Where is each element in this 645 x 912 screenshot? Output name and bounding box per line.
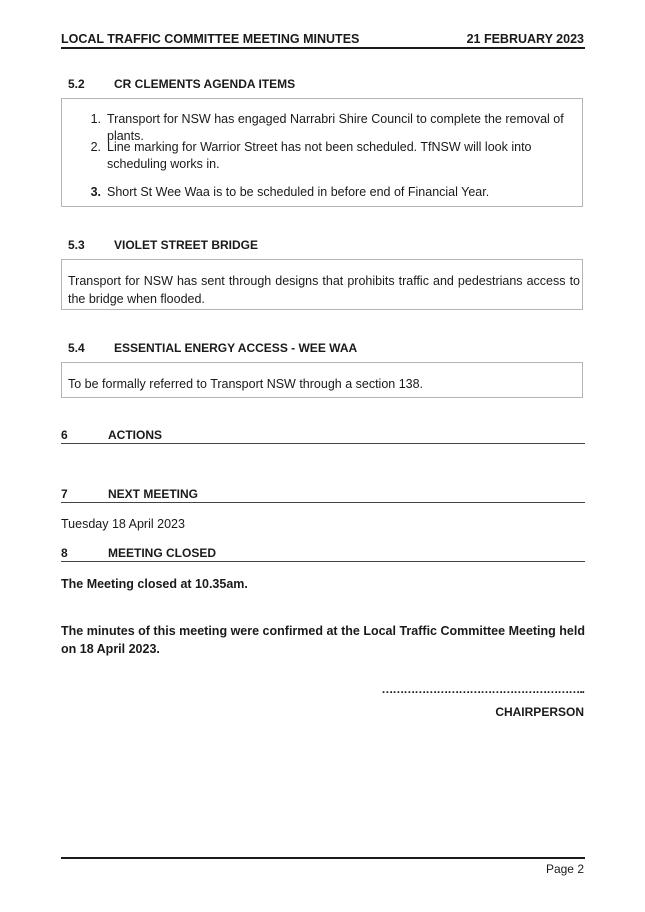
section-title: CR CLEMENTS AGENDA ITEMS	[114, 77, 296, 91]
section-number: 7	[61, 487, 68, 501]
section-title: MEETING CLOSED	[108, 546, 217, 560]
essential-energy-box	[61, 362, 583, 398]
section-title: ACTIONS	[108, 428, 162, 442]
page-number: Page 2	[545, 862, 584, 876]
signature-line: ………………………………………………..	[381, 682, 584, 696]
header-divider	[61, 47, 585, 49]
list-item-text: Short St Wee Waa is to be scheduled in before end of Financial Year.	[107, 185, 490, 199]
section-number: 6	[61, 428, 68, 442]
section-divider	[61, 561, 585, 562]
section-5-2-heading	[0, 77, 645, 93]
section-title: NEXT MEETING	[108, 487, 199, 501]
section-divider	[61, 502, 585, 503]
section-title: ESSENTIAL ENERGY ACCESS - WEE WAA	[114, 341, 358, 355]
footer-divider	[61, 857, 585, 859]
section-5-4-heading	[0, 341, 645, 357]
section-5-3-heading	[0, 238, 645, 254]
section-number: 5.2	[68, 77, 85, 91]
meeting-closed-text: The Meeting closed at 10.35am.	[61, 577, 248, 591]
agenda-items-box	[61, 98, 583, 207]
chairperson-label: CHAIRPERSON	[495, 705, 584, 719]
list-item-number: 3.	[90, 185, 101, 199]
section-number: 5.4	[68, 341, 85, 355]
list-item-text: Line marking for Warrior Street has not been scheduled. TfNSW will look into scheduling works in.	[107, 140, 532, 171]
section-body-text: To be formally referred to Transport NSW through a section 138.	[68, 377, 424, 391]
document-title: LOCAL TRAFFIC COMMITTEE MEETING MINUTES	[61, 32, 360, 46]
section-8-heading	[0, 546, 645, 562]
section-divider	[61, 443, 585, 444]
minutes-confirmation-text: The minutes of this meeting were confirmed at the Local Traffic Committee Meeting held on 18 April 2023.	[61, 624, 585, 656]
list-item-number: 2.	[90, 140, 101, 154]
section-body-text: Transport for NSW has sent through designs that prohibits traffic and pedestrians access to the bridge when flooded.	[68, 274, 580, 306]
next-meeting-date: Tuesday 18 April 2023	[61, 517, 185, 531]
meeting-date: 21 FEBRUARY 2023	[466, 32, 584, 46]
section-title: VIOLET STREET BRIDGE	[114, 238, 259, 252]
section-number: 5.3	[68, 238, 85, 252]
section-6-heading	[0, 428, 645, 444]
section-7-heading	[0, 487, 645, 503]
section-number: 8	[61, 546, 68, 560]
violet-street-bridge-box	[61, 259, 583, 310]
list-item-number: 1.	[90, 112, 101, 126]
list-item-text: Transport for NSW has engaged Narrabri Shire Council to complete the removal of plants.	[107, 112, 564, 143]
